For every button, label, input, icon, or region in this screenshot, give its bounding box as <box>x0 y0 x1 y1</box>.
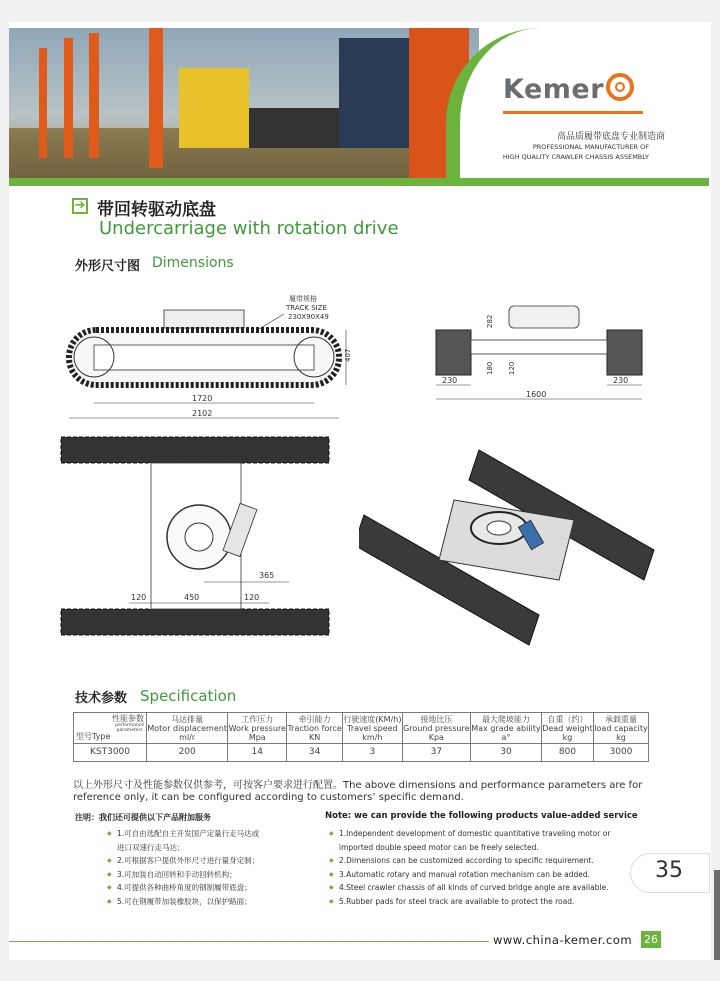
drill-mast <box>39 48 47 158</box>
width-1600: 1600 <box>526 390 547 399</box>
spec-heading-cn: 技术参数 <box>75 691 128 706</box>
disclaimer-text <box>73 780 653 804</box>
spec-header-row <box>74 713 649 744</box>
machine-body <box>339 38 409 148</box>
slewing-bearing-hub <box>185 523 213 551</box>
list-item: ◆ 1.Independent development of domestic quantitative traveling motor or <box>329 827 610 841</box>
list-item: 进口双速行走马达； <box>117 842 185 852</box>
length-1720: 1720 <box>192 394 213 403</box>
track-width-left: 230 <box>442 376 458 385</box>
list-item: ◆ 5.Rubber pads for steel track are available to protect the road. <box>329 895 610 909</box>
top-track-lower <box>61 609 329 635</box>
track-size-value: 230X90X49 <box>288 313 329 321</box>
offset-365: 365 <box>259 571 275 580</box>
spec-type-cell: KST3000 <box>74 744 147 762</box>
company-logo: Kemer <box>503 74 605 105</box>
logo-ring-icon <box>606 73 634 101</box>
dimensions-heading-en: Dimensions <box>152 255 234 271</box>
spec-col-speed: 行驶速度(KM/h) Travel speed km/h <box>343 714 402 742</box>
spec-col-grade: 最大爬坡能力 Max grade ability a° <box>471 714 541 742</box>
track-frame <box>94 345 314 370</box>
excavator-cab <box>179 68 249 148</box>
spec-value-cell: 14 <box>228 744 287 762</box>
isometric-view-drawing <box>359 440 659 650</box>
cross-beam <box>471 340 607 354</box>
arrow-right-icon: ➔ <box>72 198 88 214</box>
track-width-right: 230 <box>613 376 629 385</box>
footer-url[interactable]: www.china-kemer.com <box>493 933 633 947</box>
top-view-drawing <box>59 435 339 645</box>
spec-col-pressure: 工作压力 Work pressure Mpa <box>228 714 286 742</box>
iso-slewing-ring-hub <box>487 521 511 535</box>
service-list-en <box>329 827 610 908</box>
corner-label-top: 性能参数 <box>112 714 144 723</box>
title-cn: 带回转驱动底盘 <box>97 200 216 220</box>
slewing-drive <box>164 310 244 328</box>
spec-corner-cell <box>74 713 147 744</box>
service-title-cn: 注明：我们还可提供以下产品附加服务 <box>75 813 211 822</box>
spec-value-cell: 34 <box>287 744 343 762</box>
list-item: ◆ 4.可提供各种曲桥角度的钢制履带底盘； <box>107 881 259 895</box>
service-list-cn <box>107 827 259 908</box>
tagline-en <box>479 142 649 162</box>
corner-label-bottom: 型号Type <box>76 732 111 741</box>
side-view-drawing <box>54 290 354 425</box>
header-green-band <box>9 178 709 186</box>
spec-value-cell: 30 <box>470 744 541 762</box>
dimensions-heading-cn: 外形尺寸图 <box>75 259 141 274</box>
length-2102: 2102 <box>192 409 213 418</box>
spec-heading-en: Specification <box>140 687 237 705</box>
spec-col-traction: 牵引能力 Traction force KN <box>287 714 342 742</box>
list-item: ◆ 2.Dimensions can be customized according to specific requirement. <box>329 854 610 868</box>
height-120: 120 <box>508 361 516 375</box>
height-407: 407 <box>344 348 352 362</box>
list-item: imported double speed motor can be freely selected. <box>339 842 539 852</box>
slewing-ring <box>509 306 579 328</box>
list-item: ◆ 5.可在钢履带加装橡胶块，以保护路面； <box>107 895 259 909</box>
corner-label-small: performance parameters <box>115 723 144 733</box>
table-row <box>74 744 649 762</box>
spec-table <box>73 712 649 762</box>
drill-mast <box>64 38 73 158</box>
page-badge <box>630 853 710 893</box>
drill-mast <box>89 33 99 158</box>
list-item: ◆ 3.可加装自动回转和手动回转机构； <box>107 868 259 882</box>
top-width-left: 120 <box>131 593 147 602</box>
top-track-upper <box>61 437 329 463</box>
spec-value-cell: 800 <box>541 744 593 762</box>
spec-value-cell: 3000 <box>594 744 649 762</box>
front-view-drawing <box>414 302 654 407</box>
page-number: 26 <box>641 931 661 948</box>
logo-underline <box>503 111 643 114</box>
top-width-mid: 450 <box>184 593 200 602</box>
list-item: ◆ 3.Automatic rotary and manual rotation mechanism can be added. <box>329 868 610 882</box>
height-180: 180 <box>486 361 494 375</box>
disclaimer-line1: 以上外形尺寸及性能参数仅供参考，可按客户要求进行配置。The above dimensions and performance parameters are for <box>73 780 643 791</box>
drill-mast <box>149 28 163 168</box>
tagline-cn: 高品质履带底盘专业制造商 <box>557 132 666 142</box>
list-item: ◆ 2.可根据客户提供外形尺寸进行量身定制； <box>107 854 259 868</box>
list-item: ◆ 1.可自由选配自主开发国产定量行走马达或 <box>107 827 259 841</box>
spec-value-cell: 37 <box>402 744 470 762</box>
tagline-en-line2: HIGH QUALITY CRAWLER CHASSIS ASSEMBLY <box>502 153 649 161</box>
top-width-right: 120 <box>244 593 260 602</box>
list-item: ◆ 4.Steel crawler chassis of all kinds of curved bridge angle are available. <box>329 881 610 895</box>
header-banner <box>9 28 709 186</box>
track-size-label-cn: 履带规格 <box>289 295 317 303</box>
height-282: 282 <box>486 314 494 328</box>
spec-value-cell: 3 <box>343 744 403 762</box>
left-track-section <box>436 330 471 375</box>
service-title-en: Note: we can provide the following products value-added service <box>325 811 638 821</box>
machine-body <box>249 108 349 148</box>
footer-line <box>9 941 489 942</box>
track-size-label-en: TRACK SIZE <box>286 304 327 312</box>
title-en: Undercarriage with rotation drive <box>99 218 399 239</box>
catalog-page <box>9 22 711 960</box>
brand-panel <box>446 28 709 186</box>
tagline-en-line1: PROFESSIONAL MANUFACTURER OF <box>532 143 649 151</box>
spec-col-ground: 接地比压 Ground pressure Kpa <box>403 714 470 742</box>
spec-col-capacity: 承载重量 load capacity kg <box>594 714 648 742</box>
page-badge-number: 35 <box>655 858 683 883</box>
spec-col-motor: 马达排量 Motor displacement ml/r <box>147 714 227 742</box>
right-track-section <box>607 330 642 375</box>
disclaimer-line2: reference only, it can be configured according to customers’ specific demand. <box>73 792 464 803</box>
spec-value-cell: 200 <box>147 744 228 762</box>
scroll-edge <box>714 870 720 960</box>
spec-col-weight: 自重（约） Dead weight kg <box>542 714 593 742</box>
